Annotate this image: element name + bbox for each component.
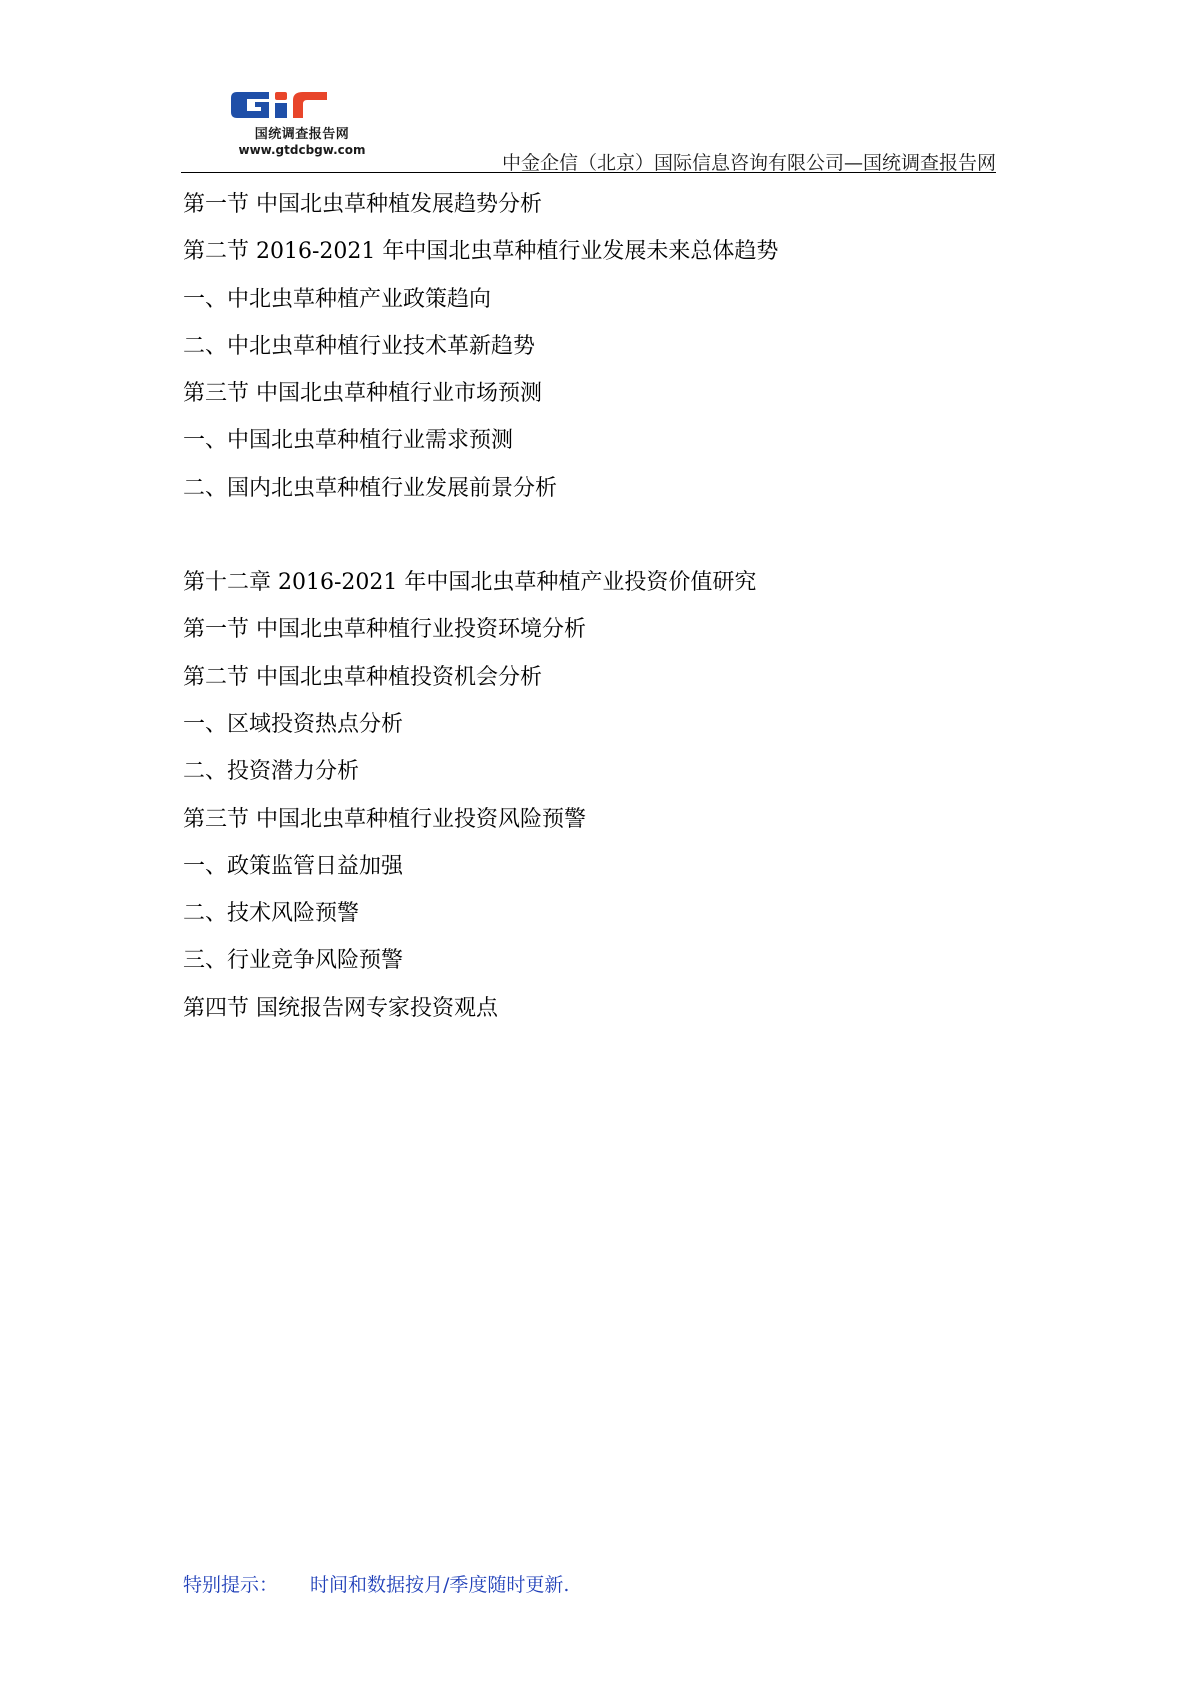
header-divider [181,172,996,173]
footer-text: 时间和数据按月/季度随时更新. [310,1574,570,1596]
logo [227,88,377,168]
chapter-heading: 第十二章 2016-2021 年中国北虫草种植产业投资价值研究 [183,570,757,596]
toc-item: 二、中北虫草种植行业技术革新趋势 [183,333,536,359]
logo-mark [227,88,377,122]
toc-item: 第二节 中国北虫草种植投资机会分析 [183,664,542,690]
toc-item: 二、国内北虫草种植行业发展前景分析 [183,475,558,501]
toc-item: 一、中北虫草种植产业政策趋向 [183,286,492,312]
toc-item: 一、区域投资热点分析 [183,711,404,737]
toc-item: 二、技术风险预警 [183,901,360,927]
toc-item: 一、中国北虫草种植行业需求预测 [183,428,514,454]
table-of-contents [183,181,993,1032]
toc-item: 二、投资潜力分析 [183,759,360,785]
toc-item: 第四节 国统报告网专家投资观点 [183,995,498,1021]
toc-item: 第二节 2016-2021 年中国北虫草种植行业发展未来总体趋势 [183,239,779,265]
page-header [181,80,996,173]
footer-label: 特别提示： [183,1574,279,1596]
toc-item: 一、政策监管日益加强 [183,853,404,879]
toc-item: 第三节 中国北虫草种植行业投资风险预警 [183,806,586,832]
toc-item: 第一节 中国北虫草种植发展趋势分析 [183,192,542,217]
company-name: 中金企信（北京）国际信息咨询有限公司—国统调查报告网 [501,152,996,174]
footer-note [183,1570,569,1597]
logo-url: www.gtdcbgw.com [238,143,366,157]
toc-item: 第一节 中国北虫草种植行业投资环境分析 [183,617,586,643]
logo-name: 国统调查报告网 [254,127,350,142]
section-spacer [183,512,993,559]
toc-item: 三、行业竞争风险预警 [183,948,404,974]
toc-item: 第三节 中国北虫草种植行业市场预测 [183,381,542,407]
